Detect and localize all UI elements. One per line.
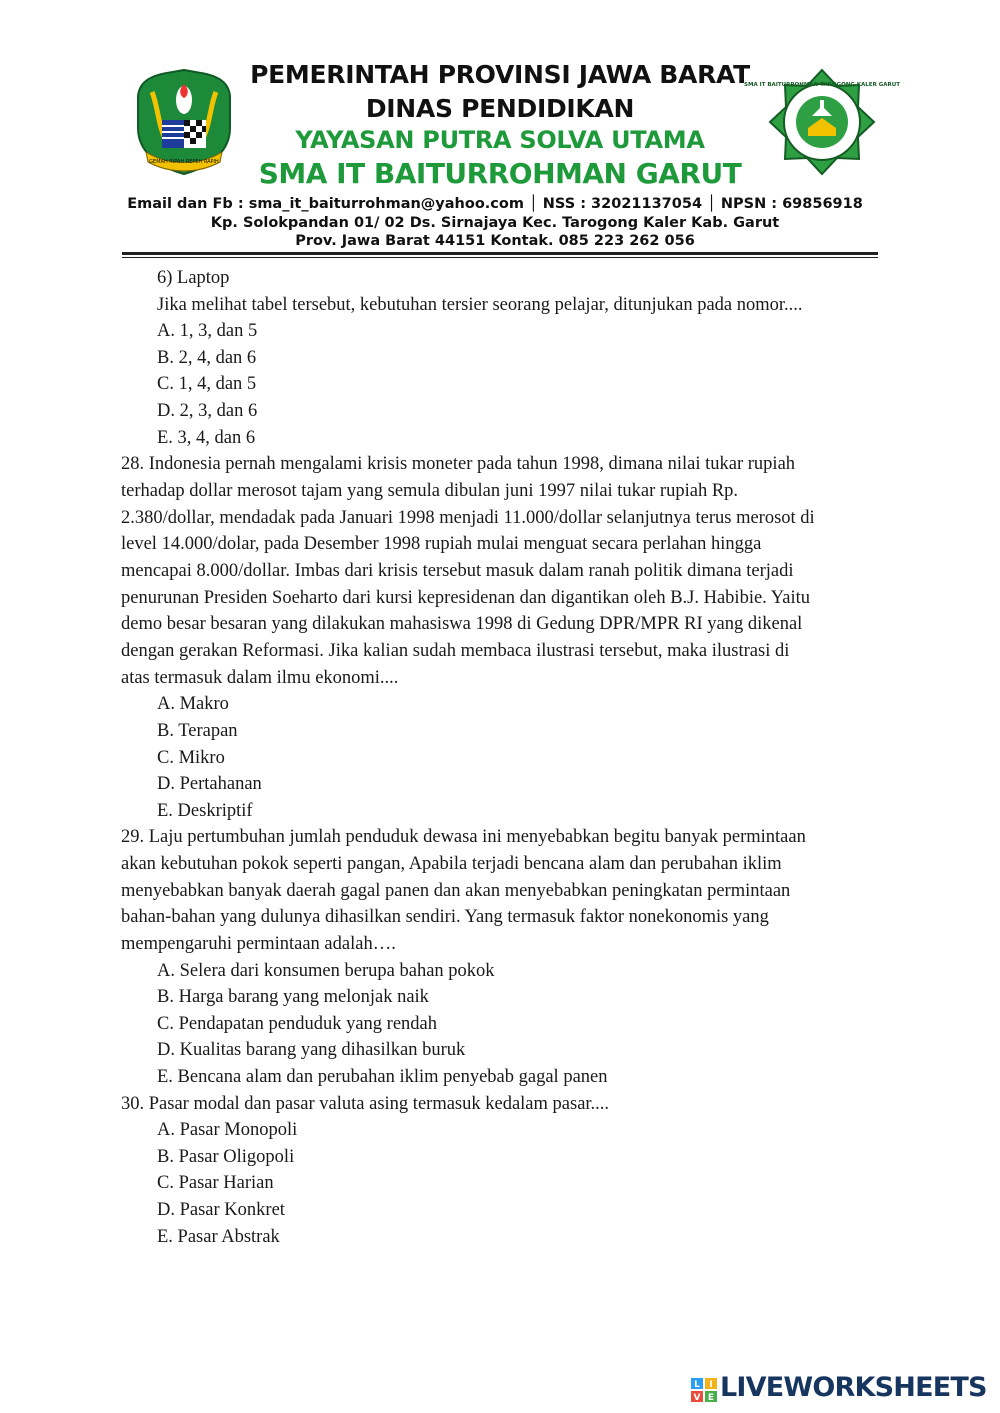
q29-option-d[interactable]: D. Kualitas barang yang dihasilkan buruk (157, 1040, 466, 1060)
q28-line-8: dengan gerakan Reformasi. Jika kalian sudah membaca ilustrasi tersebut, maka ilustrasi di (121, 641, 790, 661)
q28-line-5: mencapai 8.000/dollar. Imbas dari krisis tersebut masuk dalam ranah politik dimana terjadi (121, 561, 794, 581)
liveworksheets-brand (690, 1372, 990, 1408)
badge-letter-i: I (709, 1380, 713, 1390)
q28-line-6: penurunan Presiden Soeharto dari kursi kepresidenan dan digantikan oleh B.J. Habibie. Yaitu (121, 588, 810, 608)
q29-line-3: menyebabkan banyak daerah gagal panen dan akan menyebabkan peningkatan permintaan (121, 881, 791, 901)
q28-option-b[interactable]: B. Terapan (157, 721, 238, 741)
header-school-name: SMA IT BAITURROHMAN GARUT (258, 157, 742, 190)
q29-line-5: mempengaruhi permintaan adalah…. (121, 934, 396, 954)
q28-line-9: atas termasuk dalam ilmu ekonomi.... (121, 668, 399, 688)
badge-letter-l: L (694, 1380, 700, 1390)
q28-option-e[interactable]: E. Deskriptif (157, 801, 253, 821)
q29-line-2: akan kebutuhan pokok seperti pangan, Apabila terjadi bencana alam dan perubahan iklim (121, 854, 782, 874)
q30-option-b[interactable]: B. Pasar Oligopoli (157, 1147, 295, 1167)
badge-letter-e: E (707, 1393, 715, 1403)
q28-line-2: terhadap dollar merosot tajam yang semula dibulan juni 1997 nilai tukar rupiah Rp. (121, 481, 739, 501)
school-seal-icon (744, 66, 900, 178)
q27-option-d[interactable]: D. 2, 3, dan 6 (157, 401, 258, 421)
q27-option-e[interactable]: E. 3, 4, dan 6 (157, 428, 256, 448)
seal-text: SMA IT BAITURROHMAN TAROGONG KALER GARUT (744, 82, 900, 88)
header-contact-address: Kp. Solokpandan 01/ 02 Ds. Sirnajaya Kec. Tarogong Kaler Kab. Garut (210, 215, 780, 231)
letterhead (0, 0, 1000, 262)
q29-option-c[interactable]: C. Pendapatan penduduk yang rendah (157, 1014, 437, 1034)
q28-line-1: 28. Indonesia pernah mengalami krisis moneter pada tahun 1998, dimana nilai tukar rupiah (121, 454, 796, 474)
q27-item-6: 6) Laptop (157, 268, 230, 288)
q27-question: Jika melihat tabel tersebut, kebutuhan tersier seorang pelajar, ditunjukan pada nomor.... (157, 295, 803, 315)
header-foundation: YAYASAN PUTRA SOLVA UTAMA (295, 126, 705, 154)
q29-option-e[interactable]: E. Bencana alam dan perubahan iklim penyebab gagal panen (157, 1067, 608, 1087)
q27-option-a[interactable]: A. 1, 3, dan 5 (157, 321, 258, 341)
q28-option-d[interactable]: D. Pertahanan (157, 774, 262, 794)
q28-line-4: level 14.000/dolar, pada Desember 1998 rupiah mulai menguat secara perlahan hingga (121, 534, 762, 554)
q29-option-b[interactable]: B. Harga barang yang melonjak naik (157, 987, 429, 1007)
liveworksheets-logo-icon (690, 1377, 718, 1403)
header-department: DINAS PENDIDIKAN (365, 94, 635, 123)
header-contact-email: Email dan Fb : sma_it_baiturrohman@yahoo.com │ NSS : 32021137054 │ NPSN : 69856918 (127, 196, 863, 212)
header-government: PEMERINTAH PROVINSI JAWA BARAT (250, 60, 750, 89)
q29-line-1: 29. Laju pertumbuhan jumlah penduduk dewasa ini menyebabkan begitu banyak permintaan (121, 827, 806, 847)
header-rule-thick (122, 252, 878, 255)
q27-option-b[interactable]: B. 2, 4, dan 6 (157, 348, 257, 368)
q27-option-c[interactable]: C. 1, 4, dan 5 (157, 374, 257, 394)
q30-line-1: 30. Pasar modal dan pasar valuta asing termasuk kedalam pasar.... (121, 1094, 610, 1114)
emblem-motto: GEMAH RIPAH REPEH RAPIH (149, 159, 219, 165)
q29-option-a[interactable]: A. Selera dari konsumen berupa bahan pokok (157, 961, 495, 981)
q28-option-c[interactable]: C. Mikro (157, 748, 225, 768)
liveworksheets-wordmark: LIVEWORKSHEETS (720, 1372, 987, 1403)
q30-option-d[interactable]: D. Pasar Konkret (157, 1200, 285, 1220)
q28-line-7: demo besar besaran yang dilakukan mahasiswa 1998 di Gedung DPR/MPR RI yang dikenal (121, 614, 803, 634)
q30-option-e[interactable]: E. Pasar Abstrak (157, 1227, 280, 1247)
q28-option-a[interactable]: A. Makro (157, 694, 229, 714)
badge-letter-v: V (693, 1393, 701, 1403)
header-rule-thin (122, 257, 878, 258)
header-contact-phone: Prov. Jawa Barat 44151 Kontak. 085 223 262 056 (295, 233, 695, 249)
q30-option-a[interactable]: A. Pasar Monopoli (157, 1120, 298, 1140)
q30-option-c[interactable]: C. Pasar Harian (157, 1173, 274, 1193)
q28-line-3: 2.380/dollar, mendadak pada Januari 1998 menjadi 11.000/dollar selanjutnya terus merosot di (121, 508, 815, 528)
q29-line-4: bahan-bahan yang dulunya dihasilkan sendiri. Yang termasuk faktor nonekonomis yang (121, 907, 769, 927)
